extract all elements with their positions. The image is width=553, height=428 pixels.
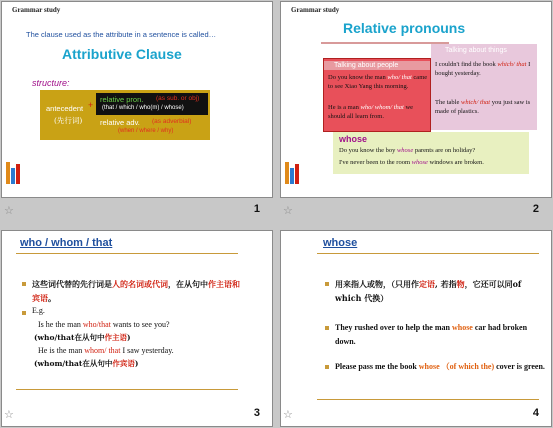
bottom-rule	[317, 399, 539, 400]
slide-4-footer	[279, 402, 551, 428]
structure-label: structure:	[32, 78, 70, 88]
logo-icon	[285, 160, 301, 184]
bottom-rule	[16, 389, 238, 390]
example-2: He is the man whom/ that I saw yesterday.	[38, 346, 174, 355]
people-box	[323, 58, 431, 132]
things-sentence-1: I couldn't find the book which/ that I bought yesterday.	[435, 61, 531, 77]
slide-2-thumbnail[interactable]	[280, 1, 552, 198]
relative-pron-box	[96, 93, 208, 115]
bullet-text-1: 用来指人或物，（只用作定语, 若指物，它还可以同of which 代换）	[335, 279, 522, 303]
relative-adv-note: (as adverbial)	[152, 118, 192, 125]
whose-sentence-1: Do you know the boy whose parents are on holiday?	[339, 147, 476, 154]
slide-title: whose	[323, 237, 358, 249]
slide-1-footer	[0, 198, 272, 224]
slide-header: Grammar study	[291, 6, 340, 14]
bullet-icon	[325, 282, 329, 286]
star-icon[interactable]: ☆	[4, 205, 14, 217]
star-icon[interactable]: ☆	[4, 409, 14, 421]
people-sentence-1: Do you know the man who/ that came to see Xiao Yang this morning.	[328, 74, 428, 90]
star-icon[interactable]: ☆	[283, 409, 293, 421]
relative-pron-note: (as sub. or obj)	[156, 95, 200, 102]
relative-adv-label: relative adv.	[100, 118, 140, 127]
slide-4-thumbnail[interactable]	[280, 230, 552, 427]
whose-label: whose	[339, 134, 368, 144]
title-underline	[321, 42, 449, 44]
slide-title: who / whom / that	[20, 237, 113, 249]
slide-1-thumbnail[interactable]	[1, 1, 273, 198]
relative-pron-label: relative pron.	[100, 95, 144, 104]
things-label: Talking about things	[445, 47, 507, 54]
eg-label: E.g.	[32, 306, 45, 315]
antecedent-cn: (先行词)	[54, 116, 83, 125]
bullet-icon	[325, 326, 329, 330]
example-1: Is he the man who/that wants to see you?	[38, 320, 170, 329]
bullet-icon	[22, 311, 26, 315]
bullet-text-3: Please pass me the book whose （of which the) cover is green.	[335, 362, 545, 371]
page-number: 1	[253, 203, 260, 215]
question-text: The clause used as the attribute in a sentence is called…	[26, 30, 217, 39]
bullet-text-1: 这些词代替的先行词是人的名词或代词，在从句中作主语和宾语。	[32, 279, 240, 303]
slide-header: Grammar study	[12, 6, 61, 14]
example-2-note: (whom/that在从句中作宾语)	[34, 359, 139, 368]
slide-3-footer	[0, 402, 272, 428]
things-box	[431, 44, 537, 130]
title-rule	[16, 253, 238, 254]
antecedent-label: antecedent	[46, 104, 84, 113]
slide-3-thumbnail[interactable]	[1, 230, 273, 427]
whose-box	[333, 132, 529, 174]
logo-icon	[6, 160, 22, 184]
bullet-icon	[22, 282, 26, 286]
bullet-icon	[325, 365, 329, 369]
whose-sentence-2: I've never been to the room whose windows are broken.	[339, 159, 484, 166]
page-number: 3	[253, 407, 260, 419]
things-sentence-2: The table which/ that you just saw is made of plastics.	[435, 99, 531, 115]
title-rule	[317, 253, 539, 254]
bullet-text-2: They rushed over to help the man whose car had broken down.	[335, 323, 528, 346]
example-1-note: (who/that在从句中作主语)	[34, 333, 131, 342]
slide-2-footer	[279, 198, 551, 224]
slide-title: Attributive Clause	[62, 46, 182, 62]
structure-box	[40, 90, 210, 140]
plus-sign: +	[88, 100, 94, 110]
page-number: 2	[532, 203, 539, 215]
people-sentence-2: He is a man who/ whom/ that we should all learn from.	[328, 104, 414, 120]
slide-title: Relative pronouns	[343, 20, 466, 36]
relative-pron-list: (that / which / who(m) / whose)	[102, 105, 184, 111]
relative-adv-list: (when / where / why)	[118, 128, 174, 134]
star-icon[interactable]: ☆	[283, 205, 293, 217]
people-label: Talking about people	[334, 62, 399, 69]
page-number: 4	[532, 407, 539, 419]
